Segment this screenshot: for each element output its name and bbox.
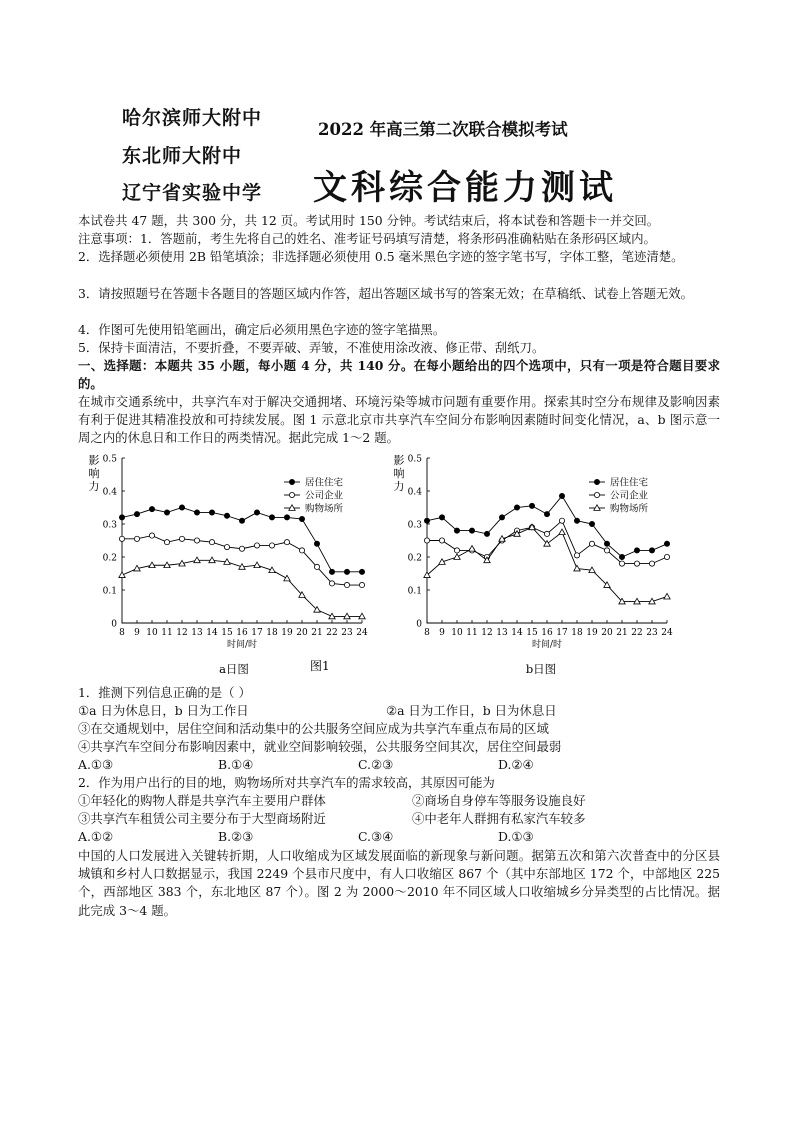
legend-marker <box>289 479 294 484</box>
y-tick-label: 0.2 <box>407 553 422 564</box>
data-point <box>359 569 364 574</box>
data-point <box>634 548 639 553</box>
y-tick-label: 0.4 <box>407 487 422 498</box>
data-point <box>619 561 624 566</box>
data-point <box>224 513 229 518</box>
data-point <box>209 510 214 515</box>
data-point <box>574 553 579 558</box>
data-point <box>664 541 669 546</box>
data-point <box>119 536 124 541</box>
data-point <box>164 510 169 515</box>
data-point <box>469 546 475 552</box>
x-tick-label: 9 <box>439 628 445 638</box>
data-point <box>314 564 319 569</box>
school-name-2: 东北师大附中 <box>122 145 243 167</box>
data-point <box>664 554 669 559</box>
data-point <box>179 505 184 510</box>
series-line-1 <box>122 508 362 572</box>
exam-intro: 本试卷共 47 题，共 300 分，共 12 页。考试用时 150 分钟。考试结束后，将本试卷和答题卡一并交回。 <box>78 213 660 228</box>
data-point <box>194 538 199 543</box>
y-axis-label: 影响力 <box>88 454 100 493</box>
data-point <box>469 528 474 533</box>
section-heading: 一、选择题：本题共 35 小题，每小题 4 分，共 140 分。在每小题给出的四个选项中，只有一项是符合题目要求的。 <box>78 358 720 392</box>
data-point <box>634 561 639 566</box>
note-item-2: 2．选择题必须使用 2B 铅笔填涂；非选择题必须使用 0.5 毫米黑色字迹的签字笔书写，字体工整，笔迹清楚。 <box>78 249 684 264</box>
data-point <box>359 582 364 587</box>
data-point <box>164 540 169 545</box>
chart-a <box>89 454 368 676</box>
legend-marker <box>594 479 599 484</box>
data-point <box>544 512 549 517</box>
data-point <box>454 548 459 553</box>
data-point <box>589 521 594 526</box>
data-point <box>499 515 504 520</box>
y-tick-label: 0.4 <box>102 487 117 498</box>
data-point <box>454 528 459 533</box>
school-name-3: 辽宁省实验中学 <box>122 182 263 204</box>
chart-subcaption: a日图 <box>219 662 249 676</box>
data-point <box>269 543 274 548</box>
y-tick-label: 0.1 <box>407 586 422 597</box>
data-point <box>224 545 229 550</box>
x-tick-label: 17 <box>556 628 568 638</box>
school-name-1: 哈尔滨师大附中 <box>122 107 263 129</box>
x-tick-label: 18 <box>571 628 583 638</box>
data-point <box>239 546 244 551</box>
x-tick-label: 8 <box>424 628 430 638</box>
data-point <box>604 548 609 553</box>
data-point <box>574 518 579 523</box>
q1-option-3: ③在交通规划中，居住空间和活动集中的公共服务空间应成为共享汽车重点布局的区域 <box>78 721 549 736</box>
x-tick-label: 13 <box>496 628 508 638</box>
data-point <box>329 569 334 574</box>
x-tick-label: 10 <box>146 628 158 638</box>
legend-marker <box>594 492 599 497</box>
y-tick-label: 0.5 <box>102 454 117 465</box>
data-point <box>439 515 444 520</box>
legend-label: 公司企业 <box>610 490 649 502</box>
x-tick-label: 20 <box>296 628 308 638</box>
q1-stem: 1．推测下列信息正确的是（ ） <box>78 685 251 700</box>
y-tick-label: 0.1 <box>102 586 117 597</box>
data-point <box>439 538 444 543</box>
data-point <box>209 540 214 545</box>
figure-caption: 图1 <box>310 659 330 673</box>
x-tick-label: 17 <box>251 628 263 638</box>
x-tick-label: 21 <box>616 628 628 638</box>
data-point <box>179 536 184 541</box>
data-point <box>574 565 580 571</box>
note-item-3: 3．请按照题号在答题卡各题目的答题区域内作答，超出答题区域书写的答案无效；在草稿纸、试卷上答题无效。 <box>78 286 694 301</box>
q2-option-4: ④中老年人群拥有私家汽车较多 <box>412 811 586 826</box>
note-item-4: 4．作图可先使用铅笔画出，确定后必须用黑色字迹的签字笔描黑。 <box>78 322 446 337</box>
x-tick-label: 12 <box>176 628 188 638</box>
passage-2: 中国的人口发展进入关键转折期，人口收缩成为区域发展面临的新现象与新问题。据第五次和第六次普查中的分区县城镇和乡村人口数据显示，我国 2249 个县市尺度中，有人口收缩区 867 个（其中东部地区 172 个，中部地区 225 个，西部地区 383 个，东北地区 87 个）。图 2 为 2000～2010 年不同区域人口收缩城乡分异类型的占比情况。据此完成 3～4 题。 <box>78 848 720 918</box>
x-tick-label: 19 <box>281 628 293 638</box>
passage-1: 在城市交通系统中，共享汽车对于解决交通拥堵、环境污染等城市问题有重要作用。探索其时空分布规律及影响因素有利于促进其精准投放和可持续发展。图 1 示意北京市共享汽车空间分布影响因素随时间变化情况，a、b 图示意一周之内的休息日和工作日的两类情况。据此完成 1～2 题。 <box>78 394 720 446</box>
data-point <box>589 541 594 546</box>
data-point <box>149 533 154 538</box>
x-tick-label: 22 <box>326 628 338 638</box>
data-point <box>329 581 334 586</box>
data-point <box>649 548 654 553</box>
x-tick-label: 15 <box>221 628 233 638</box>
data-point <box>134 512 139 517</box>
note-item-1: 注意事项：1．答题前，考生先将自己的姓名、准考证号码填写清楚，将条形码准确粘贴在条形码区域内。 <box>78 231 656 246</box>
exam-name: 2022 年高三第二次联合模拟考试 <box>318 120 568 139</box>
chart-subcaption: b日图 <box>525 662 557 676</box>
x-tick-label: 14 <box>206 628 218 638</box>
q1-choice-a: A.①③ <box>78 757 114 772</box>
series-line-3 <box>427 527 667 601</box>
x-axis-label: 时间/时 <box>531 640 563 650</box>
data-point <box>344 582 349 587</box>
data-point <box>529 503 534 508</box>
data-point <box>559 493 564 498</box>
data-point <box>424 538 429 543</box>
x-tick-label: 23 <box>646 628 658 638</box>
legend-label: 居住住宅 <box>305 477 344 489</box>
legend-label: 购物场所 <box>610 503 649 515</box>
x-tick-label: 13 <box>191 628 203 638</box>
data-point <box>544 531 549 536</box>
x-tick-label: 20 <box>601 628 613 638</box>
y-tick-label: 0 <box>111 619 117 630</box>
data-point <box>269 515 274 520</box>
data-point <box>119 572 125 578</box>
data-point <box>119 515 124 520</box>
q2-option-3: ③共享汽车租赁公司主要分布于大型商场附近 <box>78 811 326 826</box>
data-point <box>284 540 289 545</box>
data-point <box>239 518 244 523</box>
x-tick-label: 21 <box>311 628 323 638</box>
x-tick-label: 18 <box>266 628 278 638</box>
data-point <box>149 507 154 512</box>
data-point <box>314 541 319 546</box>
data-point <box>559 518 564 523</box>
q2-choice-d: D.①③ <box>498 829 534 844</box>
data-point <box>619 554 624 559</box>
legend-label: 购物场所 <box>305 503 344 515</box>
x-tick-label: 24 <box>356 628 368 638</box>
q1-option-4: ④共享汽车空间分布影响因素中，就业空间影响较强，公共服务空间其次，居住空间最弱 <box>78 739 562 754</box>
x-tick-label: 9 <box>134 628 140 638</box>
x-tick-label: 19 <box>586 628 598 638</box>
x-tick-label: 23 <box>341 628 353 638</box>
data-point <box>134 536 139 541</box>
y-tick-label: 0.3 <box>102 520 117 531</box>
q1-option-1: ①a 日为休息日，b 日为工作日 <box>78 703 249 718</box>
figure-1 <box>78 450 718 680</box>
data-point <box>604 541 609 546</box>
x-tick-label: 11 <box>161 628 173 638</box>
x-tick-label: 24 <box>661 628 673 638</box>
x-tick-label: 12 <box>481 628 493 638</box>
chart-b <box>394 454 673 676</box>
x-axis-label: 时间/时 <box>226 640 258 650</box>
q1-choice-d: D.②④ <box>498 757 534 772</box>
x-tick-label: 16 <box>236 628 248 638</box>
q2-stem: 2．作为用户出行的目的地，购物场所对共享汽车的需求较高，其原因可能为 <box>78 775 495 790</box>
legend-label: 居住住宅 <box>610 477 649 489</box>
data-point <box>514 505 519 510</box>
note-item-5: 5．保持卡面清洁，不要折叠，不要弄破、弄皱，不准使用涂改液、修正带、刮纸刀。 <box>78 340 545 355</box>
data-point <box>454 554 460 560</box>
x-tick-label: 15 <box>526 628 538 638</box>
data-point <box>284 515 289 520</box>
data-point <box>649 561 654 566</box>
x-tick-label: 22 <box>631 628 643 638</box>
data-point <box>664 593 670 599</box>
q2-option-2: ②商场自身停车等服务设施良好 <box>412 793 586 808</box>
legend-marker <box>289 492 294 497</box>
q2-option-1: ①年轻化的购物人群是共享汽车主要用户群体 <box>78 793 326 808</box>
data-point <box>299 548 304 553</box>
y-tick-label: 0.3 <box>407 520 422 531</box>
y-tick-label: 0 <box>416 619 422 630</box>
q1-choice-c: C.②③ <box>358 757 394 772</box>
q2-choice-b: B.②③ <box>218 829 254 844</box>
x-tick-label: 10 <box>451 628 463 638</box>
data-point <box>299 516 304 521</box>
x-tick-label: 11 <box>466 628 478 638</box>
q1-option-2: ②a 日为工作日，b 日为休息日 <box>386 703 557 718</box>
q2-choice-a: A.①② <box>78 829 114 844</box>
data-point <box>254 510 259 515</box>
q2-choice-c: C.③④ <box>358 829 394 844</box>
q1-choice-b: B.①④ <box>218 757 254 772</box>
data-point <box>254 543 259 548</box>
data-point <box>559 529 565 535</box>
x-tick-label: 16 <box>541 628 553 638</box>
data-point <box>284 575 290 581</box>
y-tick-label: 0.5 <box>407 454 422 465</box>
data-point <box>424 518 429 523</box>
data-point <box>194 510 199 515</box>
data-point <box>254 562 260 568</box>
x-tick-label: 8 <box>119 628 125 638</box>
data-point <box>484 531 489 536</box>
y-axis-label: 影响力 <box>393 454 405 493</box>
subject-title: 文科综合能力测试 <box>313 168 617 208</box>
x-tick-label: 14 <box>511 628 523 638</box>
y-tick-label: 0.2 <box>102 553 117 564</box>
legend-label: 公司企业 <box>305 490 344 502</box>
data-point <box>344 569 349 574</box>
